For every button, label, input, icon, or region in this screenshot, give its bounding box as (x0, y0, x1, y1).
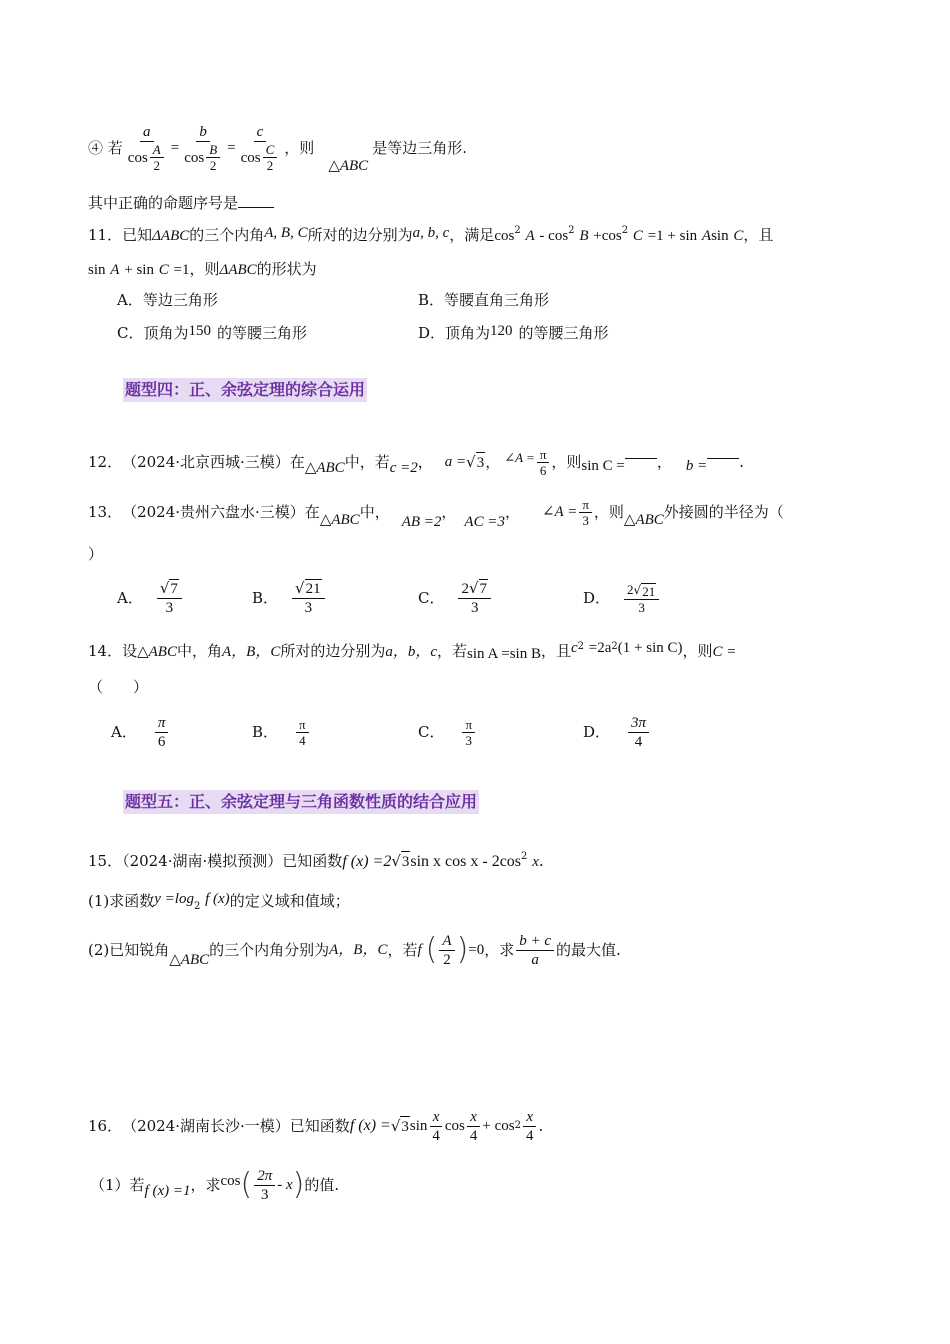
q13-option-a[interactable]: A． √ 7 3 (117, 576, 184, 620)
fraction-b: b cos $\frac{B}{2}$ (181, 123, 225, 173)
q13-option-d[interactable]: D． 2 √ 21 3 (583, 576, 661, 620)
q11-option-c[interactable]: C．顶角为150 的等腰三角形 (117, 323, 308, 342)
q11-stem-line1: 11．已知ΔABC的三个内角A, B, C所对的边分别为a, b, c，满足$\cos^2 A - \cos^2 B +\cos^2$ C =1 + sin Asin C，且 (88, 225, 774, 244)
q11-option-d[interactable]: D．顶角为120 的等腰三角形 (418, 323, 609, 342)
q13-option-c[interactable]: C． 2 √ 7 3 (418, 576, 493, 620)
q11-option-b[interactable]: B．等腰直角三角形 (418, 291, 550, 309)
q12-stem: 12． （2024·北京西城·三模）在 △ABC 中，若 c =2 ， a = √ 3 ， ∠A = $\frac{\pi}{6}$ ，则 sin C = ， b = . (88, 446, 745, 478)
item-label: ④ 若 (88, 139, 123, 157)
q11-stem-line2: sin A + sin C =1，则ΔABC的形状为 (88, 260, 317, 278)
q13-stem: 13． （2024·贵州六盘水·三模）在 △ABC 中， AB =2 ， AC =3 ， ∠A = $\frac{\pi}{3}$ ，则 △ABC 外接圆的半径为（ (88, 496, 784, 530)
fraction-a: a cos $\frac{A}{2}$ (125, 123, 169, 173)
q15-stem: 15．（2024·湖南·模拟预测）已知函数f (x) =2 √ 3 sin x cos x - $2\cos^2$ x. (88, 851, 544, 870)
q11-option-a[interactable]: A．等边三角形 (117, 291, 218, 309)
q10-item-4: ④ 若 a cos $\frac{A}{2}$ = b cos $\frac{B}{2}$ = c cos $\frac{C}{2}$ ，则 △ABC 是等边三角形. (88, 124, 467, 174)
sinC-blank[interactable] (625, 458, 657, 459)
section-header-5: 题型五：正、余弦定理与三角函数性质的结合应用 (123, 790, 479, 814)
q14-option-c[interactable]: C． $\frac{\pi}{3}$ (418, 710, 477, 754)
q14-stem: 14．设△ABC中，角A，B，C所对的边分别为a，b，c，若sin A =sin B，且$c^2 =2a^2(1 + \sin C)$，则C = (88, 640, 737, 662)
q16-stem: 16． （2024·湖南长沙·一模）已知函数 f (x) = √ 3 sin $\frac{x}{4}$ cos $\frac{x}{4}$ + cos 2 $\frac{x}{4}$ . (88, 1108, 544, 1144)
answer-blank[interactable] (238, 207, 274, 208)
q13-close: ） (88, 545, 104, 563)
q13-option-b[interactable]: B． √ 21 3 (252, 576, 327, 620)
q10-answer-prompt: 其中正确的命题序号是 (88, 193, 274, 213)
q14-option-a[interactable]: A． $\frac{\pi}{6}$ (111, 710, 170, 754)
q16-part1: （1）若 f (x) =1 ，求 cos ( $\frac{2\pi}{3}$ - x ) 的值. (90, 1167, 340, 1203)
b-blank[interactable] (707, 458, 739, 459)
fraction-c: c cos $\frac{C}{2}$ (238, 123, 283, 173)
q14-option-b[interactable]: B． $\frac{\pi}{4}$ (252, 710, 311, 754)
section-header-4: 题型四：正、余弦定理的综合运用 (123, 378, 367, 402)
q14-paren: （ ） (88, 678, 149, 696)
q14-option-d[interactable]: D． $\frac{3\pi}{4}$ (583, 710, 651, 754)
q15-part1: (1)求函数$y =\log_2$ f (x)的定义域和值域； (88, 891, 350, 912)
q15-part2: (2)已知锐角 △ABC 的三个内角分别为 A，B，C ，若 f ( $\frac{A}{2}$ ) =0 ，求 $\frac{b + c}{a}$ 的最大值. (88, 932, 621, 968)
